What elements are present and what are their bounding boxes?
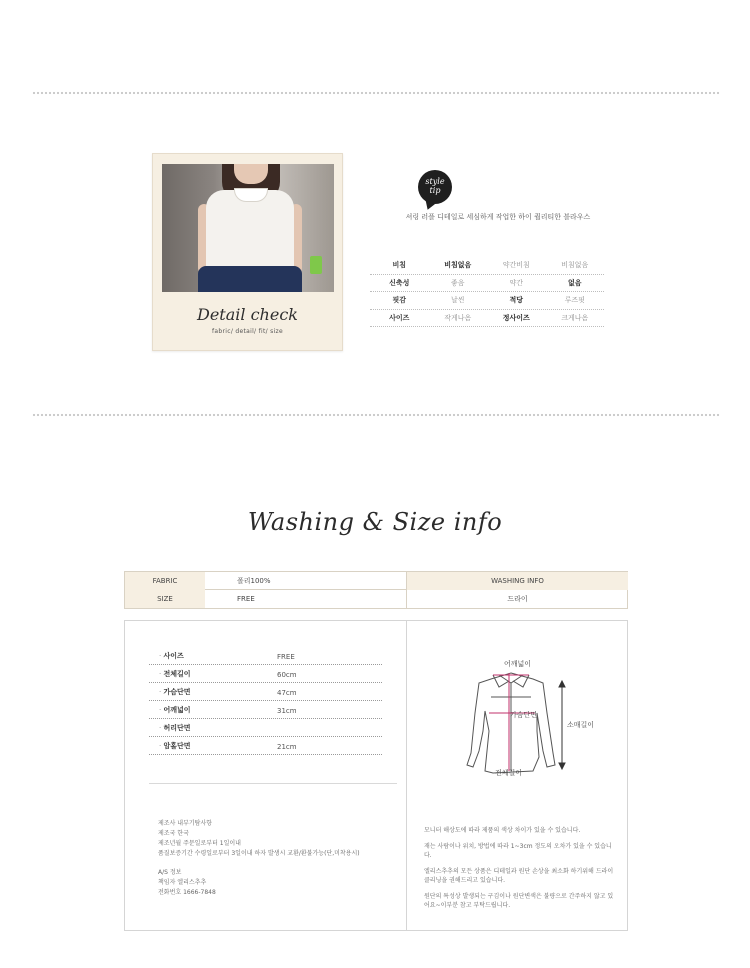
size-label: · 어깨넓이: [159, 705, 191, 715]
fabric-size-bar: [124, 571, 628, 609]
size-value: 21cm: [277, 743, 297, 751]
fabric-key: FABRIC: [125, 572, 205, 590]
row-label: 사이즈: [389, 313, 410, 322]
option-cell: 약간비침: [502, 261, 530, 270]
row-label: 비침: [392, 261, 407, 270]
option-cell: 정사이즈: [502, 313, 530, 322]
size-value: 31cm: [277, 707, 297, 715]
middle-dotted-divider: [32, 413, 720, 417]
detail-check-title: Detail check: [197, 305, 298, 324]
option-cell: 적당: [509, 296, 524, 305]
care-note: 모니터 해상도에 따라 제품의 색상 차이가 있을 수 있습니다.: [424, 827, 581, 834]
care-note: 엘리스추추의 모든 상품은 디테일과 원단 손상을 최소화 하기위해 드라이클리닝을 권해드리고 있습니다.: [424, 868, 614, 884]
note-line: 품질보증기간 수령일로부터 3일이내 하자 발생시 교환/환불가능(단,미착용시): [158, 850, 360, 857]
table-row: [370, 275, 604, 293]
note-line: 제조년월 주문일로부터 1일이내: [158, 840, 241, 847]
table-row: [370, 257, 604, 275]
note-line: 제조국 한국: [158, 830, 189, 837]
note-line: 책임자 엘리스추추: [158, 879, 207, 886]
table-row: [370, 292, 604, 310]
option-cell: 없음: [567, 278, 582, 287]
shirt-illustration: [343, 653, 583, 783]
size-value: 60cm: [277, 671, 297, 679]
care-note: 원단의 특성상 발생되는 구김이나 원단변색은 불량으로 간주하지 않고 있어요~이부분 참고 부탁드립니다.: [424, 893, 614, 909]
size-value: FREE: [277, 653, 295, 661]
note-line: 제조사 내부기탐사항: [158, 820, 213, 827]
table-row: [370, 310, 604, 328]
size-label: · 암홀단면: [159, 741, 191, 751]
shoulder-label: 어깨넓이: [504, 660, 532, 668]
option-cell: 작게나옴: [444, 313, 472, 322]
detail-check-table: [370, 257, 604, 327]
size-label: · 허리단면: [159, 723, 191, 733]
note-line: A/S 정보: [158, 869, 182, 876]
option-cell: 비침없음: [444, 261, 472, 270]
option-cell: 크게나옴: [561, 313, 589, 322]
size-value: FREE: [237, 595, 255, 603]
row-label: 신축성: [389, 278, 410, 287]
manufacturer-notes: [158, 819, 360, 898]
note-line: 전화번호 1666-7848: [158, 889, 216, 896]
washing-size-heading: Washing & Size info: [247, 508, 503, 536]
option-cell: 약간: [509, 278, 524, 287]
size-label: · 가슴단면: [159, 687, 191, 697]
total-length-label: 전체길이: [495, 769, 523, 777]
option-cell: 루즈핏: [564, 296, 585, 305]
style-tip-badge: style tip: [418, 170, 452, 204]
care-note: 재는 사람이나 위치, 방법에 따라 1~3cm 정도의 오차가 있을 수 있습니다.: [424, 843, 612, 859]
product-photo: [162, 164, 334, 292]
washing-info-value: 드라이: [406, 590, 628, 608]
style-tip-text: 셔링 러플 디테일로 세심하게 작업한 하이 퀄리티한 블라우스: [405, 213, 591, 221]
size-label: · 전체길이: [159, 669, 191, 679]
option-cell: 날씬: [450, 296, 465, 305]
shirt-measurement-diagram: [343, 653, 595, 783]
option-cell: 비침없음: [561, 261, 589, 270]
detail-check-subtitle: fabric/ detail/ fit/ size: [212, 328, 283, 335]
chest-label: 가슴단면: [510, 711, 538, 719]
option-cell: 좋음: [450, 278, 465, 287]
sleeve-label: 소매길이: [567, 721, 595, 729]
row-label: 핏감: [392, 296, 407, 305]
size-label: · 사이즈: [159, 651, 184, 661]
size-value: 47cm: [277, 689, 297, 697]
detail-check-card: [152, 153, 343, 351]
left-divider: [149, 783, 397, 784]
care-notes: [424, 826, 616, 917]
fabric-value: 폴리100%: [237, 577, 271, 585]
top-dotted-divider: [32, 91, 720, 95]
size-key: SIZE: [125, 590, 205, 608]
washing-info-title: WASHING INFO: [406, 572, 628, 590]
